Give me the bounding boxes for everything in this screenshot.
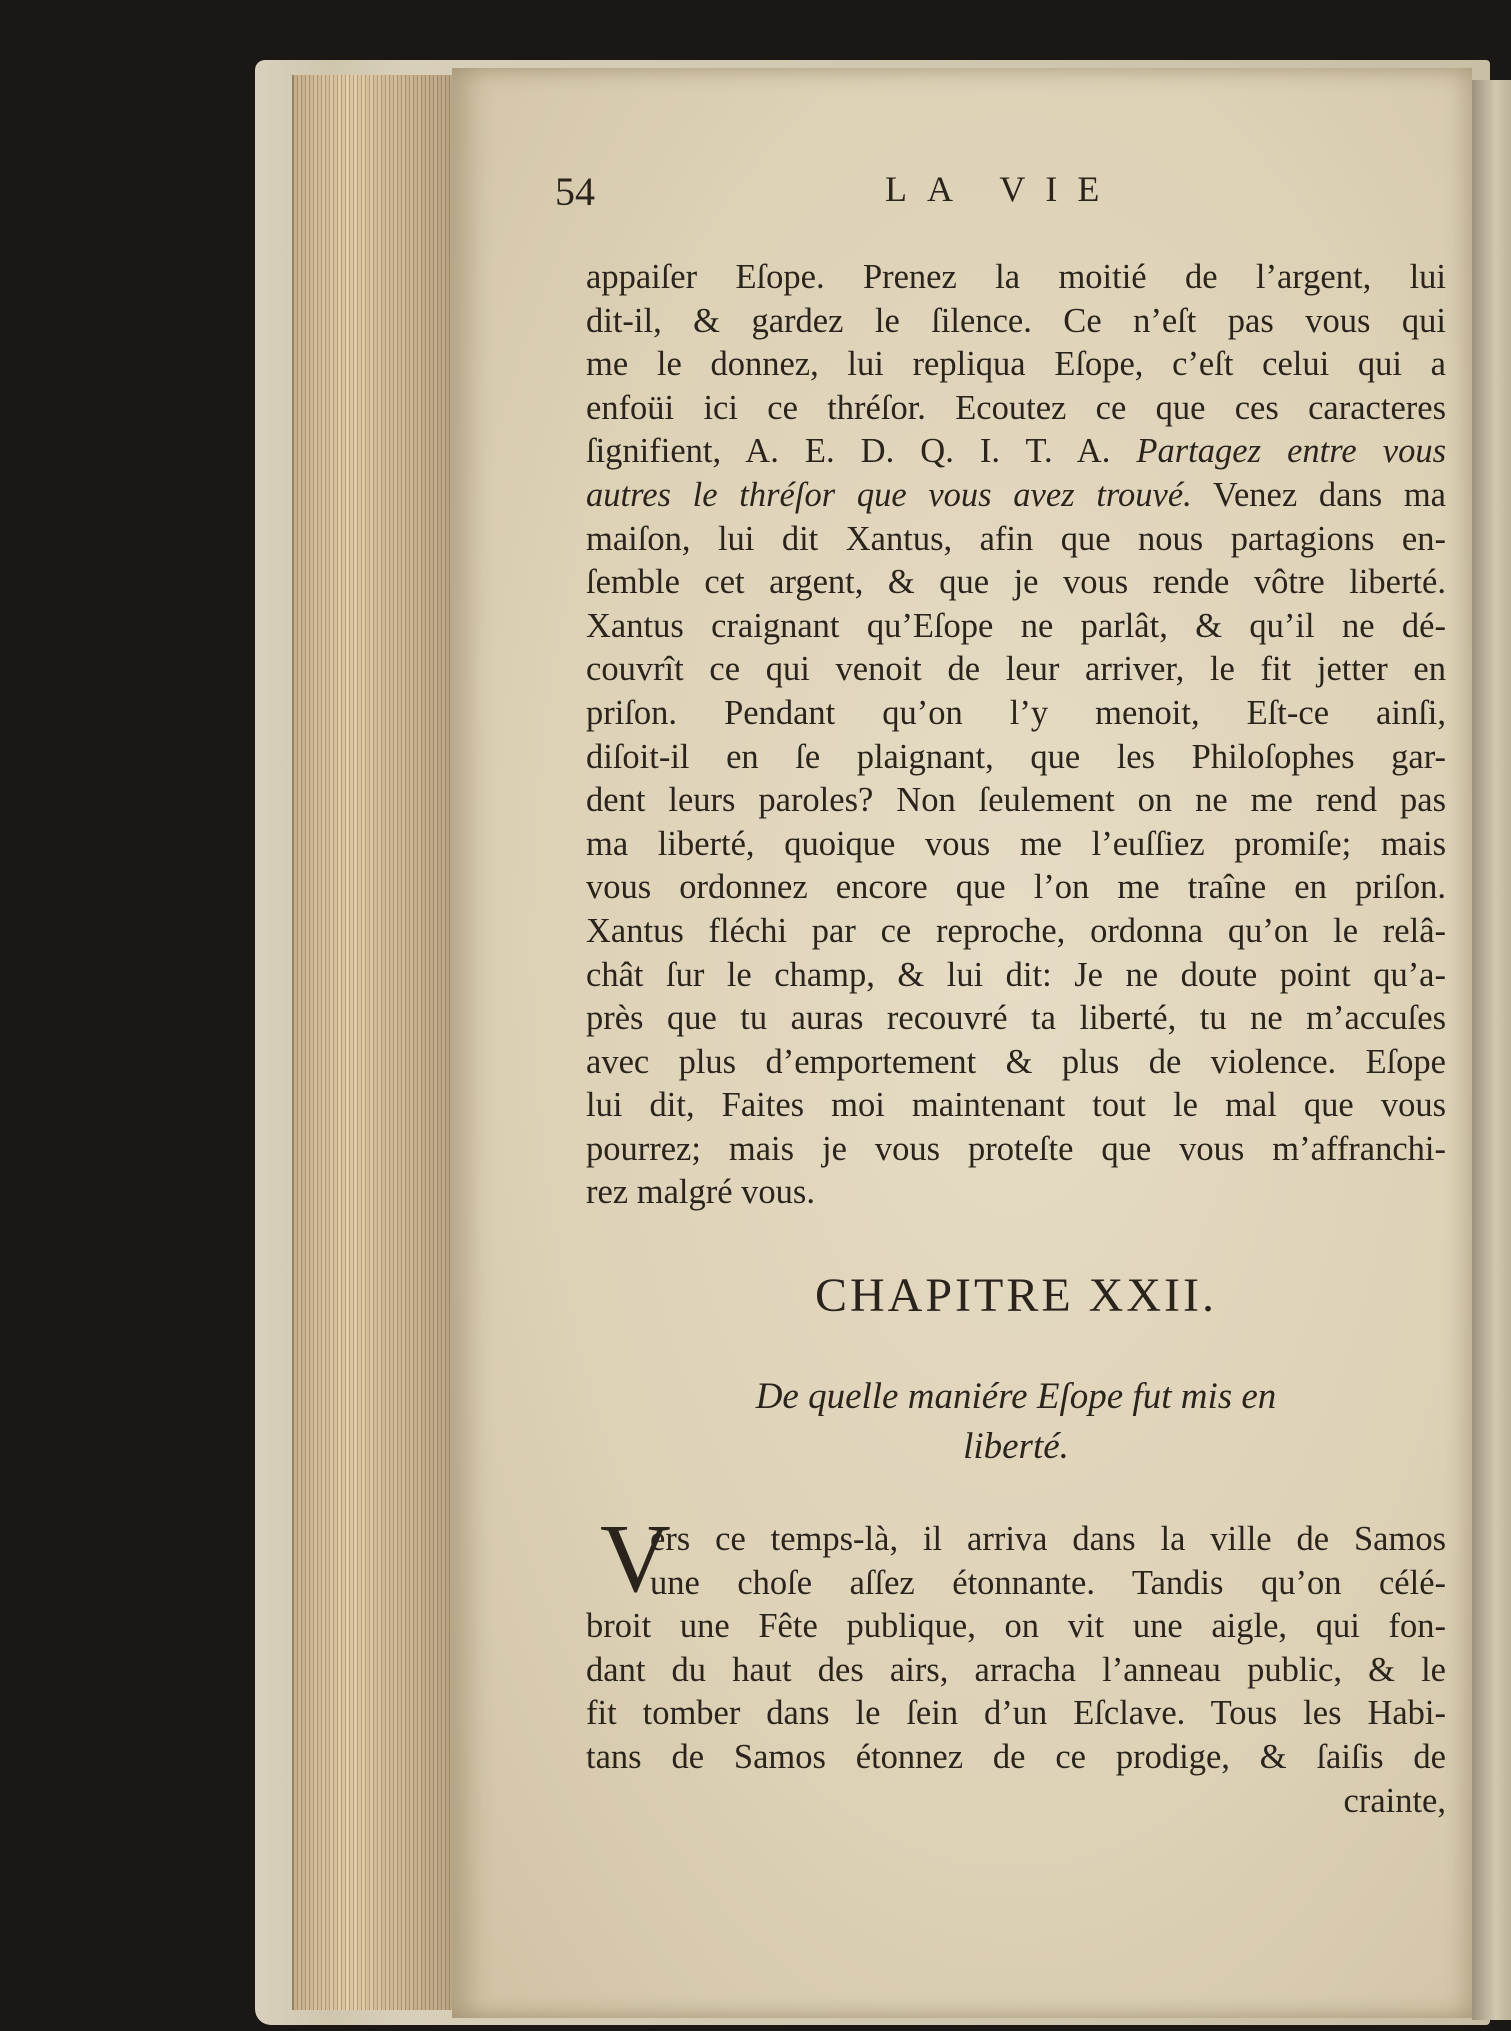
text-line: appaiſer Eſope. Prenez la moitié de l’argent, lui <box>586 258 1446 296</box>
text-line: chât ſur le champ, & lui dit: Je ne doute point qu’a- <box>586 955 1446 994</box>
text-line: près que tu auras recouvré ta liberté, tu ne m’accuſes <box>586 999 1446 1038</box>
paragraph-1 <box>586 256 1446 1215</box>
text-line: ers ce temps-là, il arriva dans la ville de Samos <box>650 1520 1446 1558</box>
italic-text: Partagez entre vous <box>1136 432 1446 471</box>
text-line: enfoüi ici ce thréſor. Ecoutez ce que ces caracteres <box>586 388 1446 427</box>
text-line: ſemble cet argent, & que je vous rende vôtre liberté. <box>586 563 1446 602</box>
text-line: rez malgré vous. <box>586 1173 815 1212</box>
text-line: avec plus d’emportement & plus de violence. Eſope <box>586 1042 1446 1081</box>
text-line: ma liberté, quoique vous me l’euſſiez promiſe; mais <box>586 824 1446 863</box>
text-line: diſoit-il en ſe plaignant, que les Philoſophes gar- <box>586 737 1446 776</box>
paragraph-2 <box>586 1518 1446 1823</box>
page-header <box>555 168 1455 218</box>
text-line: fit tomber dans le ſein d’un Eſclave. Tous les Habi- <box>586 1694 1446 1733</box>
text-line <box>586 474 1446 518</box>
text-line: une choſe aſſez étonnante. Tandis qu’on célé- <box>650 1563 1446 1602</box>
page-number: 54 <box>555 169 595 214</box>
text-line: vous ordonnez encore que l’on me traîne en priſon. <box>586 868 1446 907</box>
text-line: tans de Samos étonnez de ce prodige, & ſaiſis de <box>586 1737 1446 1776</box>
chapter-title: CHAPITRE XXII. <box>815 1269 1217 1322</box>
chapter-subtitle-line: liberté. <box>963 1426 1069 1467</box>
text-line: maiſon, lui dit Xantus, afin que nous partagions en- <box>586 519 1446 558</box>
drop-cap: V <box>600 1505 671 1613</box>
text-line: Xantus fléchi par ce reproche, ordonna qu’on le relâ- <box>586 911 1446 950</box>
cipher-text: ſignifient, A. E. D. Q. I. T. A. <box>586 432 1111 471</box>
text-line: couvrît ce qui venoit de leur arriver, le fit jetter en <box>586 650 1446 689</box>
page-edges-shadow <box>292 75 452 2010</box>
catchword: crainte, <box>1343 1781 1446 1820</box>
text-line: pourrez; mais je vous proteſte que vous m’affranchi- <box>586 1129 1446 1168</box>
text-line <box>586 430 1446 474</box>
text-line: dant du haut des airs, arracha l’anneau public, & le <box>586 1650 1446 1689</box>
text-line: dent leurs paroles? Non ſeulement on ne me rend pas <box>586 781 1446 820</box>
roman-text: Venez dans ma <box>1212 475 1446 514</box>
chapter-subtitle <box>586 1372 1446 1472</box>
text-line: Xantus craignant qu’Eſope ne parlât, & qu’il ne dé- <box>586 606 1446 645</box>
text-line: broit une Fête publique, on vit une aigle, qui fon- <box>586 1607 1446 1646</box>
facing-page-edge <box>1472 80 1511 2020</box>
italic-text: autres le thréſor que vous avez trouvé. <box>586 475 1192 514</box>
text-line: me le donnez, lui repliqua Eſope, c’eſt celui qui a <box>586 345 1446 384</box>
text-line: priſon. Pendant qu’on l’y menoit, Eſt-ce ainſi, <box>586 693 1446 732</box>
text-line: lui dit, Faites moi maintenant tout le mal que vous <box>586 1086 1446 1125</box>
chapter-subtitle-line: De quelle maniére Eſope fut mis en <box>755 1376 1277 1417</box>
text-line: dit-il, & gardez le ſilence. Ce n’eſt pas vous qui <box>586 301 1446 340</box>
running-title: LA VIE <box>885 169 1120 209</box>
